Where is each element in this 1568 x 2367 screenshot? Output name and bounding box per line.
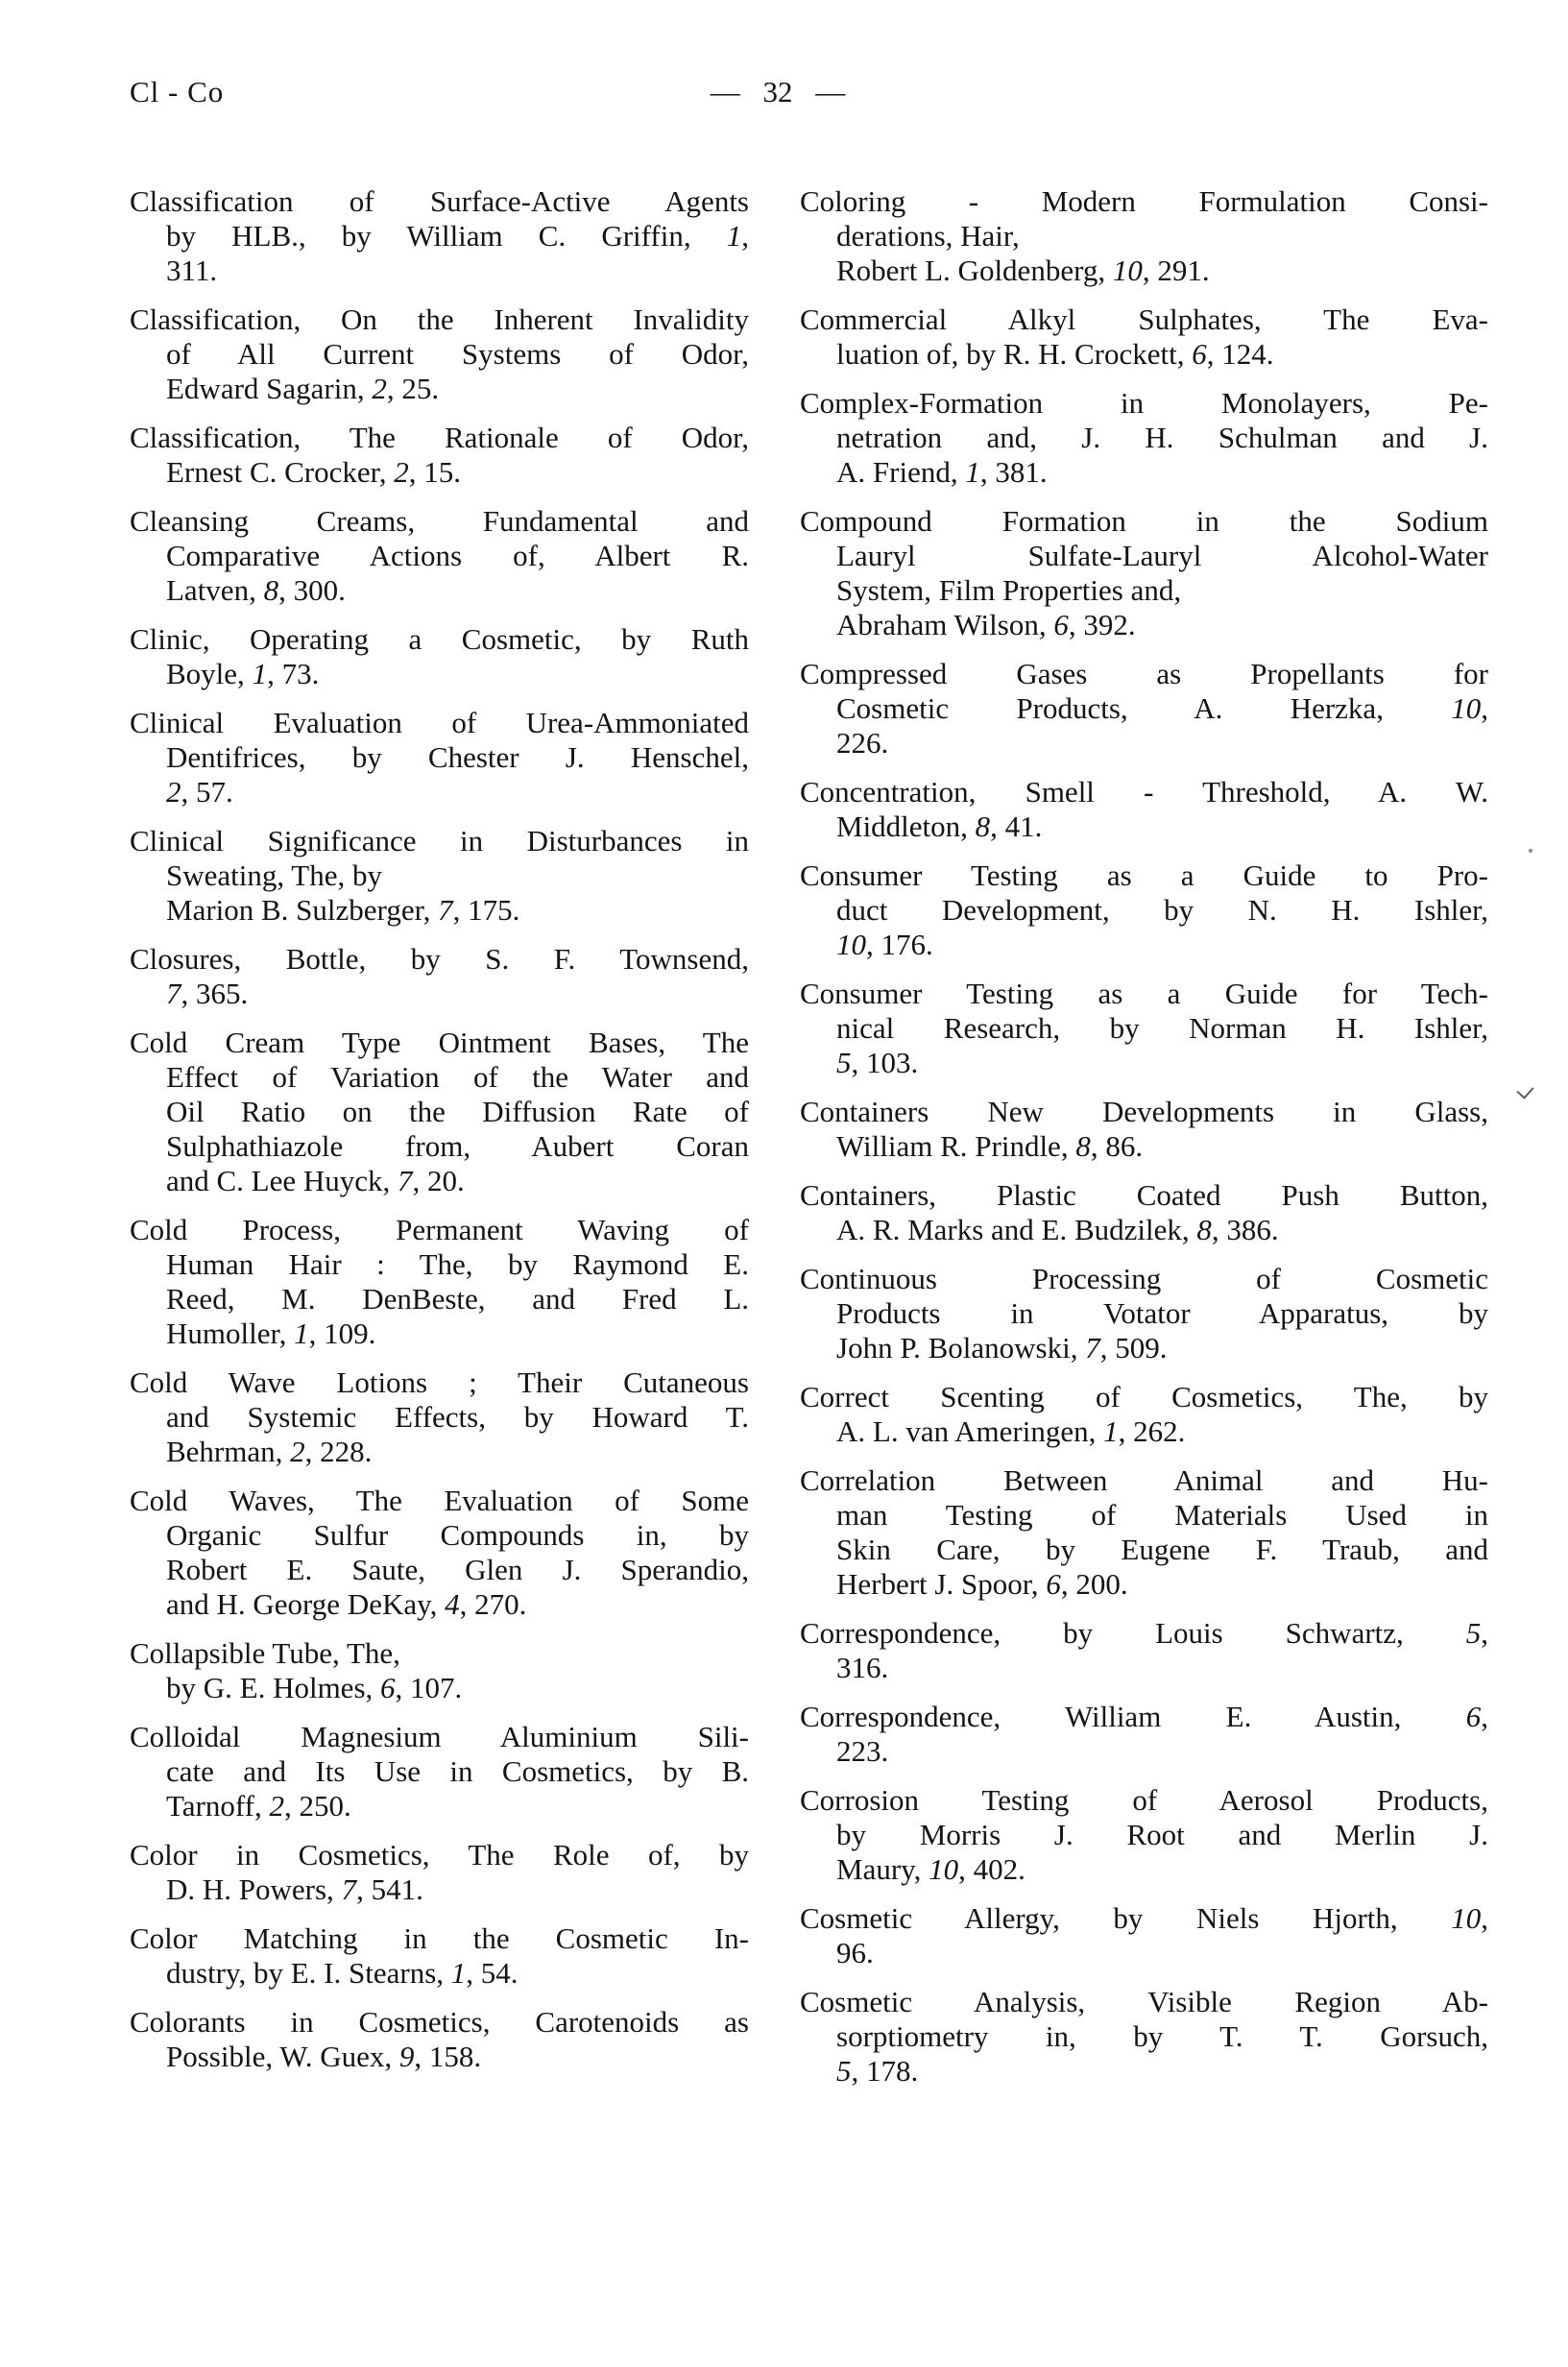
entry-line: netration and, J. H. Schulman and J. bbox=[836, 421, 1488, 454]
volume-number: 4 bbox=[445, 1587, 460, 1621]
volume-number: 1 bbox=[450, 1956, 467, 1990]
index-entry bbox=[800, 1463, 1488, 1602]
entry-line: Maury, 10, 402. bbox=[836, 1852, 1025, 1886]
volume-number: 8 bbox=[975, 809, 991, 843]
entry-line: Continuous Processing of Cosmetic bbox=[800, 1262, 1488, 1295]
scan-artifact-dot bbox=[1529, 849, 1532, 853]
entry-line: A. Friend, 1, 381. bbox=[836, 455, 1048, 489]
volume-number: 2 bbox=[269, 1789, 284, 1823]
index-entry bbox=[800, 1901, 1488, 1970]
entry-line: Reed, M. DenBeste, and Fred L. bbox=[166, 1282, 749, 1316]
entry-line: Cold Waves, The Evaluation of Some bbox=[130, 1484, 749, 1517]
entry-line: cate and Its Use in Cosmetics, by B. bbox=[166, 1754, 749, 1788]
entry-line: Correspondence, by Louis Schwartz, 5, bbox=[800, 1616, 1488, 1650]
entry-line: 2, 57. bbox=[166, 775, 233, 809]
entry-line: dustry, by E. I. Stearns, 1, 54. bbox=[166, 1956, 519, 1990]
entry-line: luation of, by R. H. Crockett, 6, 124. bbox=[836, 337, 1274, 371]
volume-number: 1 bbox=[965, 455, 980, 489]
volume-number: 6 bbox=[1053, 608, 1069, 641]
volume-number: 7 bbox=[438, 893, 453, 927]
entry-line: Corrosion Testing of Aerosol Products, bbox=[800, 1783, 1488, 1817]
entry-line: Abraham Wilson, 6, 392. bbox=[836, 608, 1136, 641]
entry-line: and Systemic Effects, by Howard T. bbox=[166, 1400, 749, 1434]
entry-line: Closures, Bottle, by S. F. Townsend, bbox=[130, 942, 749, 976]
volume-number: 7 bbox=[341, 1872, 357, 1906]
entry-line: System, Film Properties and, bbox=[836, 573, 1182, 607]
entry-line: Behrman, 2, 228. bbox=[166, 1435, 373, 1468]
index-entry bbox=[130, 942, 749, 1011]
entry-line: Classification, On the Inherent Invalidity bbox=[130, 302, 749, 336]
entry-line: 5, 178. bbox=[836, 2054, 919, 2088]
entry-line: 226. bbox=[836, 726, 889, 760]
entry-line: Organic Sulfur Compounds in, by bbox=[166, 1518, 749, 1552]
index-entry bbox=[800, 858, 1488, 962]
entry-line: 5, 103. bbox=[836, 1046, 919, 1079]
index-entry bbox=[130, 1484, 749, 1622]
entry-line: of All Current Systems of Odor, bbox=[166, 337, 749, 371]
index-entry bbox=[800, 977, 1488, 1080]
entry-line: Products in Votator Apparatus, by bbox=[836, 1296, 1488, 1330]
entry-line: Classification of Surface-Active Agents bbox=[130, 184, 749, 218]
entry-line: Herbert J. Spoor, 6, 200. bbox=[836, 1567, 1128, 1601]
entry-line: Boyle, 1, 73. bbox=[166, 657, 320, 690]
index-entry bbox=[130, 622, 749, 691]
entry-line: Color in Cosmetics, The Role of, by bbox=[130, 1838, 749, 1872]
index-entry bbox=[800, 184, 1488, 288]
entry-line: duct Development, by N. H. Ishler, bbox=[836, 893, 1488, 927]
index-entry bbox=[800, 1783, 1488, 1887]
entry-line: John P. Bolanowski, 7, 509. bbox=[836, 1331, 1168, 1365]
entry-line: Robert L. Goldenberg, 10, 291. bbox=[836, 254, 1210, 287]
entry-line: Tarnoff, 2, 250. bbox=[166, 1789, 351, 1823]
entry-line: D. H. Powers, 7, 541. bbox=[166, 1872, 423, 1906]
index-entry bbox=[130, 1921, 749, 1991]
entry-line: Cosmetic Allergy, by Niels Hjorth, 10, bbox=[800, 1901, 1488, 1935]
volume-number: 10 bbox=[1451, 691, 1482, 725]
entry-line: William R. Prindle, 8, 86. bbox=[836, 1129, 1144, 1163]
entry-line: Correlation Between Animal and Hu- bbox=[800, 1463, 1488, 1497]
entry-line: Ernest C. Crocker, 2, 15. bbox=[166, 455, 461, 489]
index-entry bbox=[800, 1178, 1488, 1247]
index-entry bbox=[130, 2005, 749, 2074]
entry-line: Classification, The Rationale of Odor, bbox=[130, 421, 749, 454]
entry-line: Containers, Plastic Coated Push Button, bbox=[800, 1178, 1488, 1212]
entry-line: Commercial Alkyl Sulphates, The Eva- bbox=[800, 302, 1488, 336]
volume-number: 2 bbox=[290, 1435, 305, 1468]
index-entry bbox=[130, 1636, 749, 1705]
entry-line: Cosmetic Products, A. Herzka, 10, bbox=[836, 691, 1488, 725]
scan-artifact-mark bbox=[1516, 1081, 1533, 1099]
index-entry bbox=[130, 1720, 749, 1824]
volume-number: 5 bbox=[1465, 1616, 1482, 1650]
entry-line: Concentration, Smell - Threshold, A. W. bbox=[800, 775, 1488, 809]
index-entry bbox=[130, 1838, 749, 1907]
volume-number: 8 bbox=[1196, 1213, 1212, 1246]
index-entry bbox=[800, 302, 1488, 372]
entry-line: Correspondence, William E. Austin, 6, bbox=[800, 1700, 1488, 1733]
entry-line: Consumer Testing as a Guide for Tech- bbox=[800, 977, 1488, 1010]
volume-number: 1 bbox=[252, 657, 268, 690]
index-entry bbox=[130, 824, 749, 928]
volume-number: 8 bbox=[263, 573, 279, 607]
entry-line: 10, 176. bbox=[836, 928, 933, 961]
volume-number: 10 bbox=[1451, 1901, 1482, 1935]
entry-line: Colloidal Magnesium Aluminium Sili- bbox=[130, 1720, 749, 1753]
index-entry bbox=[130, 1213, 749, 1351]
volume-number: 1 bbox=[294, 1316, 309, 1350]
entry-line: 7, 365. bbox=[166, 977, 249, 1010]
entry-line: by G. E. Holmes, 6, 107. bbox=[166, 1671, 463, 1704]
entry-line: Middleton, 8, 41. bbox=[836, 809, 1043, 843]
entry-line: Lauryl Sulfate-Lauryl Alcohol-Water bbox=[836, 539, 1488, 572]
entry-line: Compound Formation in the Sodium bbox=[800, 504, 1488, 538]
entry-line: A. R. Marks and E. Budzilek, 8, 386. bbox=[836, 1213, 1279, 1246]
entry-line: Possible, W. Guex, 9, 158. bbox=[166, 2040, 482, 2073]
entry-line: Coloring - Modern Formulation Consi- bbox=[800, 184, 1488, 218]
entry-line: derations, Hair, bbox=[836, 219, 1020, 253]
volume-number: 6 bbox=[1046, 1567, 1061, 1601]
volume-number: 7 bbox=[1085, 1331, 1100, 1365]
entry-line: Cold Process, Permanent Waving of bbox=[130, 1213, 749, 1246]
entry-line: Cold Wave Lotions ; Their Cutaneous bbox=[130, 1365, 749, 1399]
entry-line: Edward Sagarin, 2, 25. bbox=[166, 372, 440, 405]
index-entry bbox=[800, 1985, 1488, 2089]
index-entry bbox=[800, 1095, 1488, 1164]
index-entry bbox=[800, 657, 1488, 761]
entry-line: 316. bbox=[836, 1651, 889, 1684]
entry-line: A. L. van Ameringen, 1, 262. bbox=[836, 1414, 1186, 1448]
entry-line: Humoller, 1, 109. bbox=[166, 1316, 376, 1350]
entry-line: nical Research, by Norman H. Ishler, bbox=[836, 1011, 1488, 1045]
volume-number: 1 bbox=[726, 219, 742, 253]
index-entry bbox=[800, 386, 1488, 490]
entry-line: Clinic, Operating a Cosmetic, by Ruth bbox=[130, 622, 749, 656]
volume-number: 10 bbox=[929, 1852, 959, 1886]
volume-number: 2 bbox=[372, 372, 387, 405]
entry-line: and H. George DeKay, 4, 270. bbox=[166, 1587, 527, 1621]
entry-line: Skin Care, by Eugene F. Traub, and bbox=[836, 1533, 1488, 1566]
volume-number: 1 bbox=[1103, 1414, 1119, 1448]
entry-line: Compressed Gases as Propellants for bbox=[800, 657, 1488, 690]
volume-number: 6 bbox=[380, 1671, 396, 1704]
column-right bbox=[800, 184, 1488, 2103]
index-entry bbox=[130, 421, 749, 490]
entry-line: Clinical Evaluation of Urea-Ammoniated bbox=[130, 706, 749, 739]
entry-line: 223. bbox=[836, 1734, 889, 1768]
index-entry bbox=[800, 1616, 1488, 1685]
entry-line: Correct Scenting of Cosmetics, The, by bbox=[800, 1380, 1488, 1413]
volume-number: 2 bbox=[166, 775, 181, 809]
entry-line: Containers New Developments in Glass, bbox=[800, 1095, 1488, 1128]
index-entry bbox=[800, 504, 1488, 642]
volume-number: 9 bbox=[398, 2040, 415, 2073]
volume-number: 5 bbox=[836, 2054, 852, 2088]
volume-number: 6 bbox=[1192, 337, 1207, 371]
entry-line: 96. bbox=[836, 1936, 874, 1969]
volume-number: 10 bbox=[836, 928, 866, 961]
entry-line: Cold Cream Type Ointment Bases, The bbox=[130, 1026, 749, 1059]
index-entry bbox=[130, 504, 749, 608]
index-entry bbox=[800, 1380, 1488, 1449]
entry-line: Comparative Actions of, Albert R. bbox=[166, 539, 749, 572]
entry-line: sorptiometry in, by T. T. Gorsuch, bbox=[836, 2019, 1488, 2053]
volume-number: 8 bbox=[1075, 1129, 1091, 1163]
entry-line: Colorants in Cosmetics, Carotenoids as bbox=[130, 2005, 749, 2039]
entry-line: Dentifrices, by Chester J. Henschel, bbox=[166, 740, 749, 774]
entry-line: Cleansing Creams, Fundamental and bbox=[130, 504, 749, 538]
entry-line: Marion B. Sulzberger, 7, 175. bbox=[166, 893, 520, 927]
entry-line: Latven, 8, 300. bbox=[166, 573, 346, 607]
entry-line: Color Matching in the Cosmetic In- bbox=[130, 1921, 749, 1955]
index-entry bbox=[800, 775, 1488, 844]
entry-line: Cosmetic Analysis, Visible Region Ab- bbox=[800, 1985, 1488, 2018]
entry-line: Oil Ratio on the Diffusion Rate of bbox=[166, 1095, 749, 1128]
entry-line: and C. Lee Huyck, 7, 20. bbox=[166, 1164, 465, 1197]
entry-line: Sweating, The, by bbox=[166, 858, 383, 892]
entry-line: man Testing of Materials Used in bbox=[836, 1498, 1488, 1532]
entry-line: by HLB., by William C. Griffin, 1, bbox=[166, 219, 749, 253]
entry-line: Consumer Testing as a Guide to Pro- bbox=[800, 858, 1488, 892]
volume-number: 6 bbox=[1465, 1700, 1482, 1733]
volume-number: 2 bbox=[394, 455, 409, 489]
index-entry bbox=[130, 706, 749, 809]
page-header-section-range: Cl - Co bbox=[130, 75, 225, 109]
volume-number: 7 bbox=[398, 1164, 413, 1197]
entry-line: Complex-Formation in Monolayers, Pe- bbox=[800, 386, 1488, 420]
volume-number: 5 bbox=[836, 1046, 852, 1079]
page-number: — 32 — bbox=[710, 75, 846, 109]
entry-line: Sulphathiazole from, Aubert Coran bbox=[166, 1129, 749, 1163]
index-entry bbox=[130, 1026, 749, 1198]
entry-line: Human Hair : The, by Raymond E. bbox=[166, 1247, 749, 1281]
index-entry bbox=[800, 1262, 1488, 1365]
index-entry bbox=[130, 302, 749, 406]
column-left bbox=[130, 184, 749, 2089]
entry-line: Collapsible Tube, The, bbox=[130, 1636, 400, 1670]
entry-line: Effect of Variation of the Water and bbox=[166, 1060, 749, 1094]
volume-number: 7 bbox=[166, 977, 181, 1010]
entry-line: Robert E. Saute, Glen J. Sperandio, bbox=[166, 1553, 749, 1586]
index-entry bbox=[130, 184, 749, 288]
entry-line: Clinical Significance in Disturbances in bbox=[130, 824, 749, 857]
entry-line: by Morris J. Root and Merlin J. bbox=[836, 1818, 1488, 1851]
index-entry bbox=[130, 1365, 749, 1469]
index-entry bbox=[800, 1700, 1488, 1769]
volume-number: 10 bbox=[1112, 254, 1143, 287]
entry-line: 311. bbox=[166, 254, 218, 287]
